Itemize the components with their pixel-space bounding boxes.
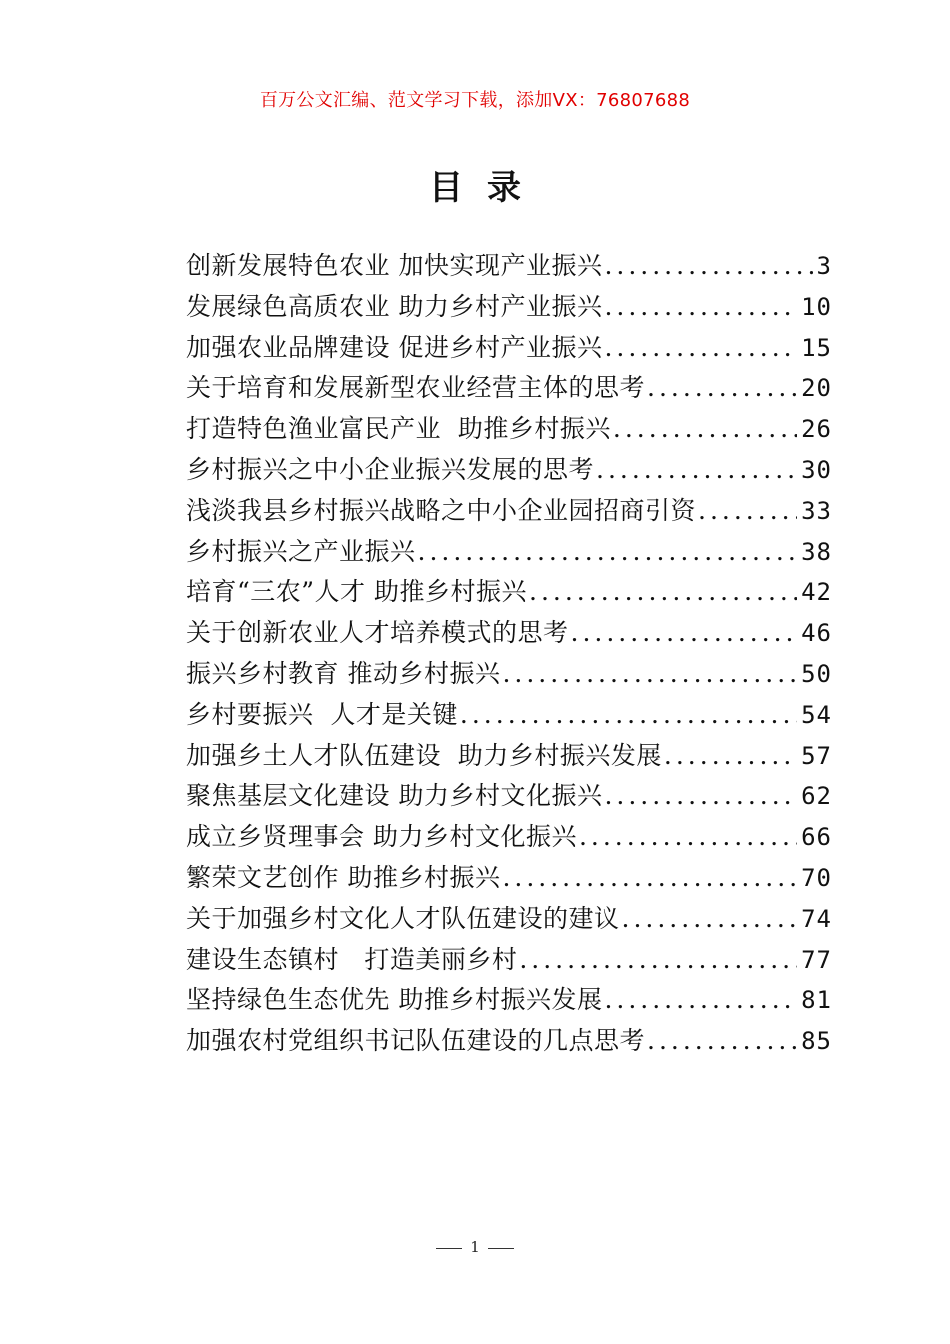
toc-dot-leader [602,781,797,810]
toc-entry-title: 乡村要振兴 人才是关键 [186,699,458,729]
toc-dot-leader [602,985,797,1014]
toc-entry-page: 50 [801,659,832,688]
watermark-header-note: 百万公文汇编、范文学习下载，添加VX：76807688 [259,90,691,111]
toc-entry-page: 26 [801,415,832,444]
toc-entry-page: 62 [801,782,832,811]
toc-dot-leader [517,945,797,974]
toc-entry-page: 46 [801,619,832,648]
toc-entry[interactable] [186,491,832,532]
toc-dot-leader [458,700,797,729]
toc-entry[interactable] [186,940,832,981]
toc-dot-leader [527,577,797,606]
toc-entry-page: 81 [801,986,832,1015]
toc-entry-page: 15 [801,333,832,362]
toc-entry-title: 创新发展特色农业 加快实现产业振兴 [186,251,603,280]
toc-entry-title: 加强乡土人才队伍建设 助力乡村振兴发展 [186,740,662,770]
toc-entry-title: 繁荣文艺创作 助推乡村振兴 [186,862,501,892]
toc-entry-title: 坚持绿色生态优先 助推乡村振兴发展 [186,985,603,1015]
page-title: 目录 [429,168,545,208]
table-of-contents [186,246,832,1062]
toc-entry-page: 3 [816,252,832,280]
toc-entry-title: 打造特色渔业富民产业 助推乡村振兴 [186,414,611,444]
toc-entry-page: 30 [801,455,832,484]
toc-dot-leader [645,373,797,402]
toc-entry-title: 培育“三农”人才 助推乡村振兴 [186,577,528,607]
page-number: 1 [470,1238,480,1256]
toc-dot-leader [611,414,797,443]
toc-dot-leader [662,741,797,770]
toc-dot-leader [602,333,797,362]
toc-entry-title: 乡村振兴之产业振兴 [186,536,416,566]
toc-entry-title: 成立乡贤理事会 助力乡村文化振兴 [186,822,577,852]
toc-entry[interactable] [186,328,832,369]
toc-entry-title: 乡村振兴之中小企业振兴发展的思考 [186,454,595,484]
toc-dot-leader [569,618,798,647]
toc-dot-leader [602,292,797,321]
footer-dash-left [436,1248,462,1249]
toc-entry[interactable] [186,532,832,573]
toc-entry[interactable] [186,817,832,858]
page-number-footer [0,1238,950,1256]
toc-entry-title: 聚焦基层文化建设 助力乡村文化振兴 [186,781,603,811]
toc-entry-title: 发展绿色高质农业 助力乡村产业振兴 [186,291,603,321]
toc-entry[interactable] [186,450,832,491]
toc-dot-leader [500,659,797,688]
toc-entry[interactable] [186,695,832,736]
toc-dot-leader [500,863,797,892]
toc-entry-title: 加强农村党组织书记队伍建设的几点思考 [186,1026,646,1056]
toc-dot-leader [602,251,812,280]
toc-entry-title: 关于加强乡村文化人才队伍建设的建议 [186,903,620,933]
toc-entry[interactable] [186,246,832,287]
toc-entry-page: 42 [801,578,832,607]
toc-entry[interactable] [186,613,832,654]
toc-entry[interactable] [186,572,832,613]
toc-dot-leader [696,496,797,525]
toc-entry[interactable] [186,368,832,409]
toc-entry[interactable] [186,980,832,1021]
toc-entry[interactable] [186,736,832,777]
toc-entry-page: 77 [801,945,832,974]
toc-entry-title: 浅淡我县乡村振兴战略之中小企业园招商引资 [186,495,697,525]
toc-entry[interactable] [186,858,832,899]
toc-entry-title: 关于创新农业人才培养模式的思考 [186,618,569,648]
toc-entry-page: 38 [801,537,832,566]
toc-entry[interactable] [186,776,832,817]
footer-dash-right [488,1248,514,1249]
toc-entry-page: 33 [801,496,832,525]
toc-entry-page: 74 [801,904,832,933]
toc-entry-title: 振兴乡村教育 推动乡村振兴 [186,658,501,688]
toc-dot-leader [645,1026,797,1055]
toc-entry-page: 85 [801,1027,832,1056]
toc-dot-leader [620,904,798,933]
toc-entry[interactable] [186,899,832,940]
toc-entry-title: 加强农业品牌建设 促进乡村产业振兴 [186,332,603,362]
toc-entry[interactable] [186,409,832,450]
toc-entry-page: 54 [801,700,832,729]
toc-dot-leader [416,537,798,566]
toc-entry-page: 66 [801,823,832,852]
toc-entry-title: 建设生态镇村 打造美丽乡村 [186,944,518,974]
toc-entry-page: 20 [801,374,832,403]
toc-entry-page: 10 [801,292,832,321]
toc-entry[interactable] [186,654,832,695]
toc-entry-title: 关于培育和发展新型农业经营主体的思考 [186,373,646,403]
toc-entry-page: 57 [801,741,832,770]
toc-entry[interactable] [186,287,832,328]
toc-dot-leader [577,822,797,851]
toc-dot-leader [594,455,797,484]
toc-entry[interactable] [186,1021,832,1062]
toc-entry-page: 70 [801,863,832,892]
